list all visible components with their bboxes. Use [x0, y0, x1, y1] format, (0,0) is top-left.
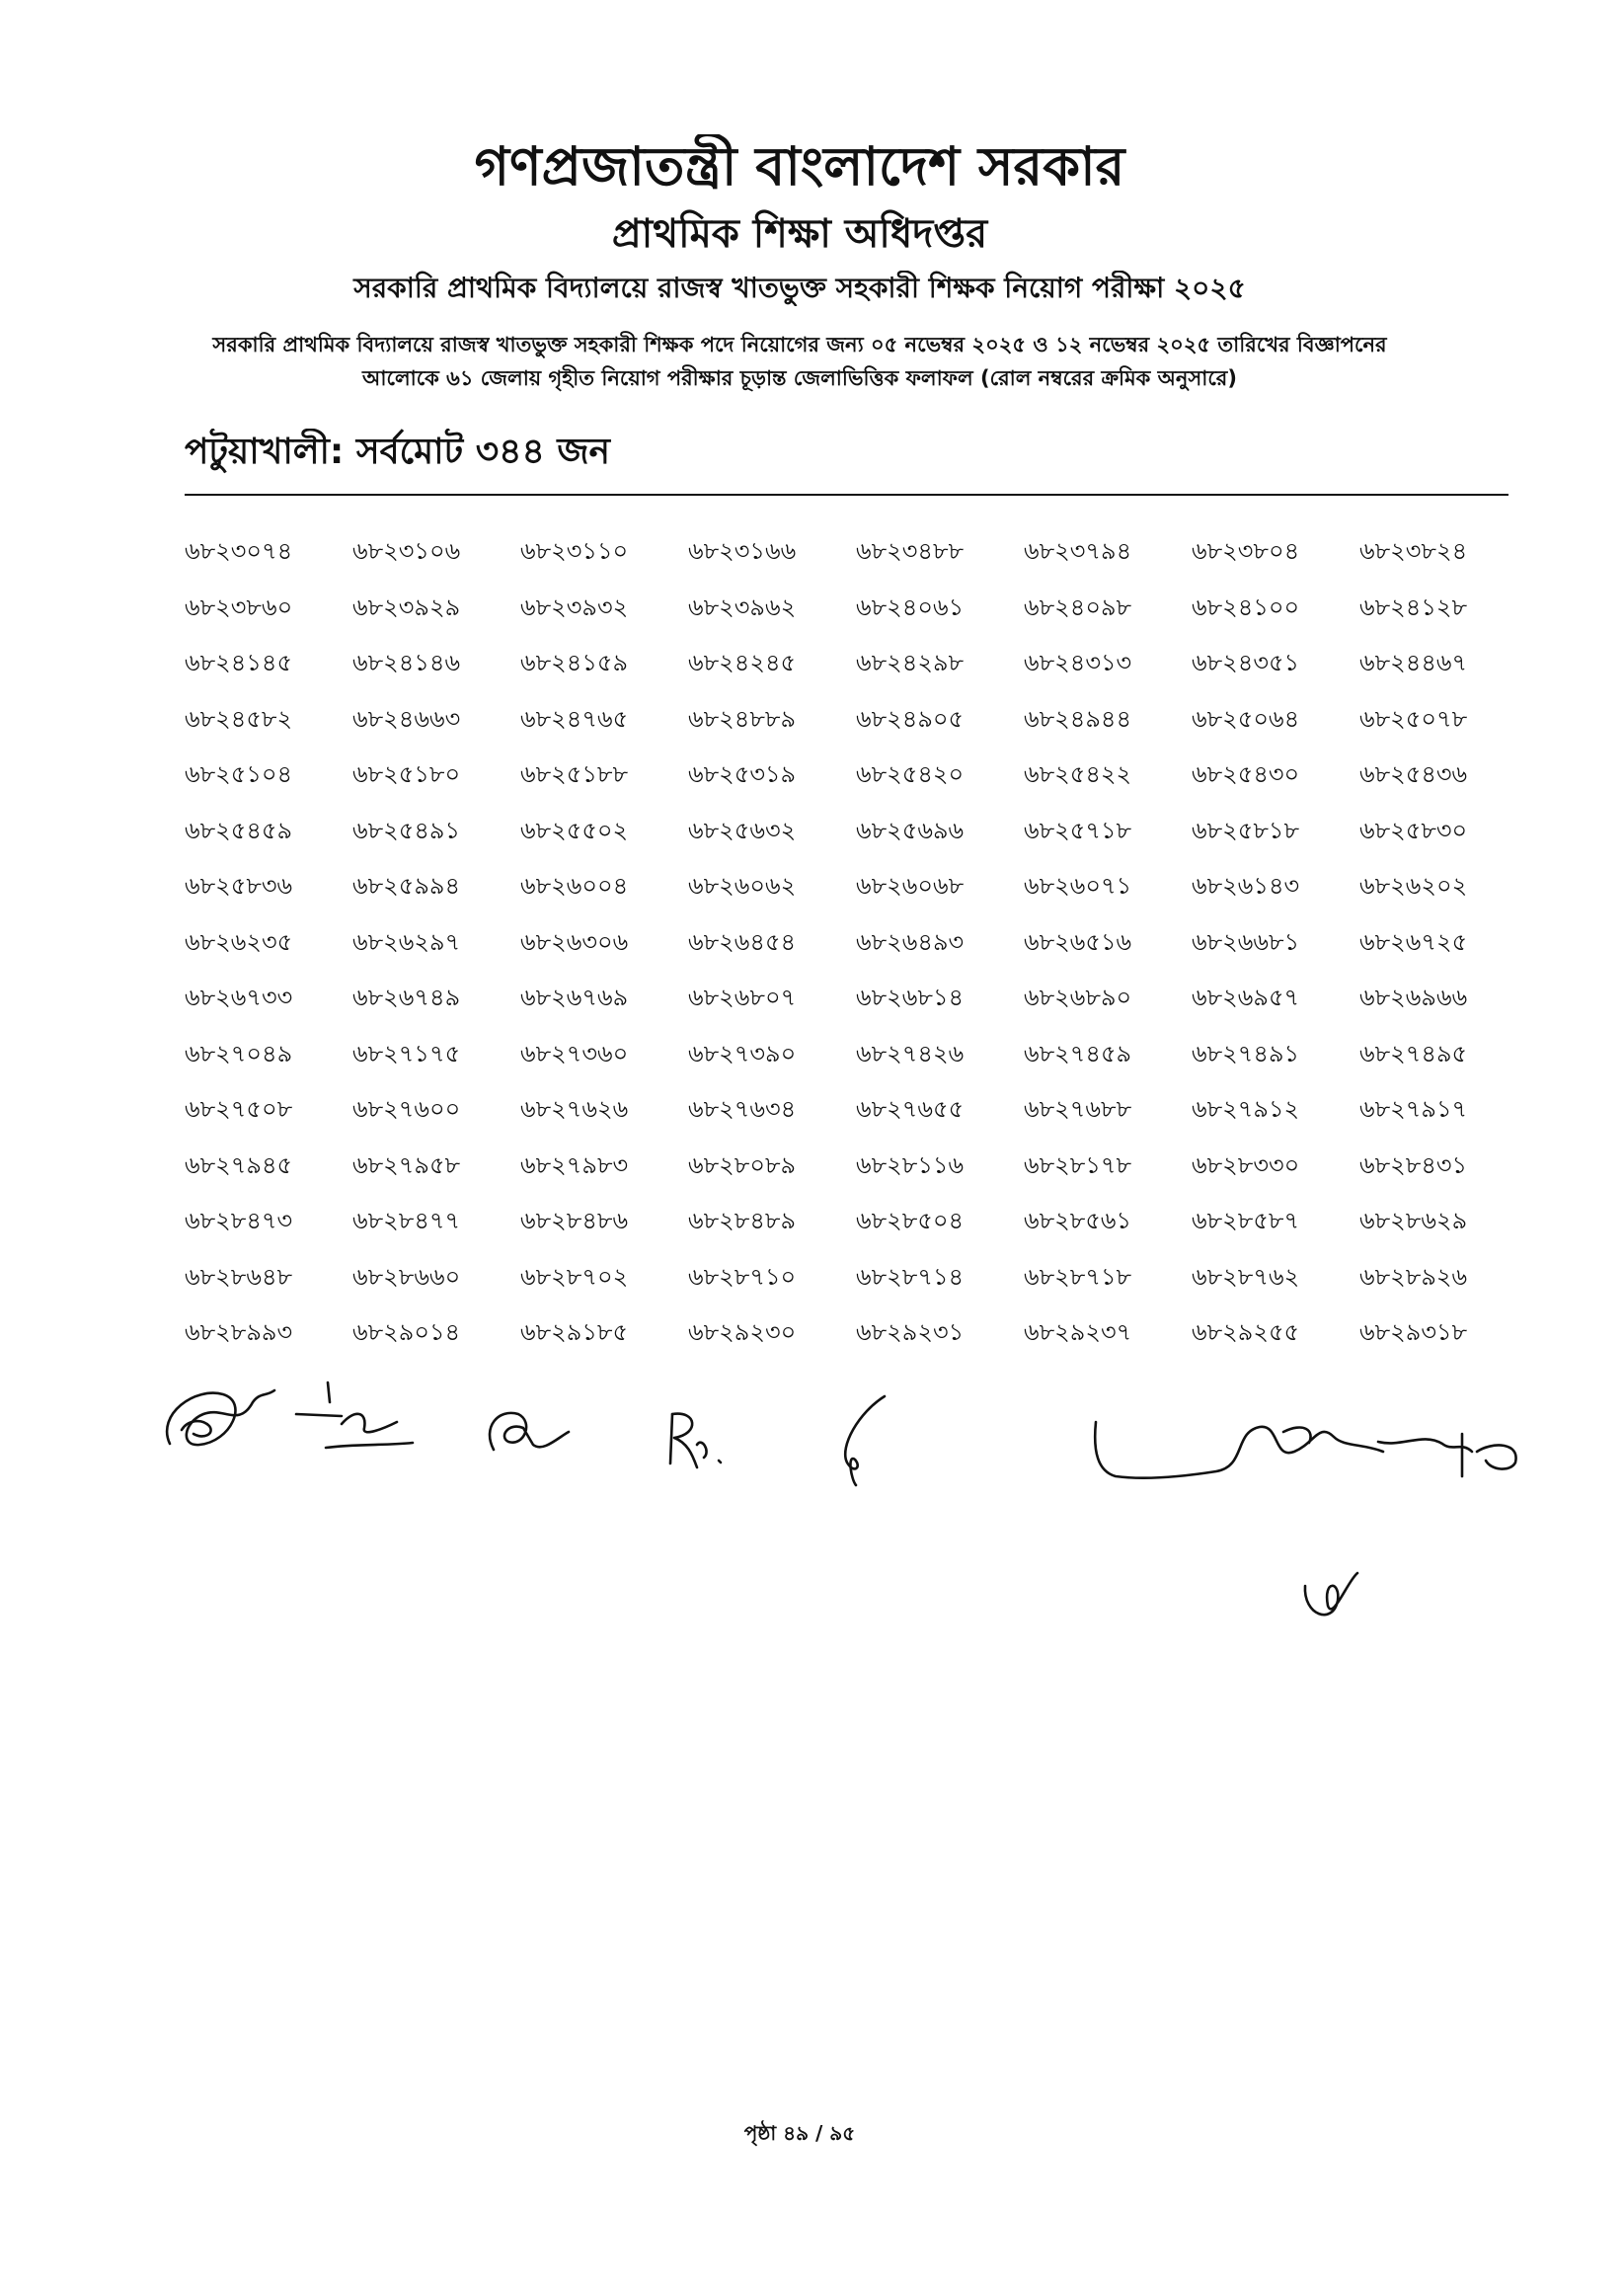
roll-number: ৬৮২৫৩১৯ [688, 760, 797, 789]
signature-6 [1095, 1422, 1515, 1478]
results-row [185, 970, 1527, 1026]
roll-number: ৬৮২৮১১৬ [856, 1150, 965, 1179]
department-title: প্রাথমিক শিক্ষা অধিদপ্তর [611, 211, 988, 257]
roll-number: ৬৮২৪১২৮ [1359, 592, 1468, 621]
roll-number: ৬৮২৭৫০৮ [185, 1095, 293, 1124]
roll-number: ৬৮২৮৪৮৯ [688, 1207, 797, 1235]
roll-number: ৬৮২৮০৮৯ [688, 1150, 797, 1179]
roll-number: ৬৮২৩১১০ [520, 537, 629, 566]
results-row [185, 1193, 1527, 1249]
roll-number: ৬৮২৯২৩১ [856, 1318, 965, 1347]
roll-number: ৬৮২৫১৮৮ [520, 760, 629, 789]
roll-number: ৬৮২৪০৬১ [856, 592, 965, 621]
roll-number: ৬৮২৬০৬২ [688, 872, 797, 901]
roll-number: ৬৮২৪৬৬৩ [352, 704, 461, 733]
roll-number: ৬৮২৬৭৩৩ [185, 984, 293, 1012]
results-row [185, 1026, 1527, 1082]
roll-number: ৬৮২৫৪২২ [1024, 760, 1132, 789]
roll-number: ৬৮২৭৯৫৮ [352, 1150, 461, 1179]
signature-1 [167, 1390, 274, 1445]
roll-number: ৬৮২৭৪৯১ [1192, 1039, 1300, 1067]
roll-number: ৬৮২৩৪৮৮ [856, 537, 965, 566]
roll-number: ৬৮২৪২৪৫ [688, 649, 797, 677]
roll-number: ৬৮২৩৭৯৪ [1024, 537, 1132, 566]
roll-number: ৬৮২৭১৭৫ [352, 1039, 461, 1067]
roll-number: ৬৮২৮৫০৪ [856, 1207, 965, 1235]
roll-number: ৬৮২৭৪৯৫ [1359, 1039, 1468, 1067]
roll-number: ৬৮২৬৩০৬ [520, 927, 629, 956]
roll-number: ৬৮২৮৫৮৭ [1192, 1207, 1300, 1235]
results-row [185, 1138, 1527, 1194]
results-row [185, 747, 1527, 803]
roll-number: ৬৮২৪১৫৯ [520, 649, 629, 677]
roll-number: ৬৮২৯২৩৭ [1024, 1318, 1132, 1347]
results-row [185, 635, 1527, 691]
roll-number: ৬৮২৪৫৮২ [185, 704, 293, 733]
roll-number: ৬৮২৫৬৩২ [688, 816, 797, 844]
roll-number: ৬৮২৪৩১৩ [1024, 649, 1132, 677]
page-number: পৃষ্ঠা ৪৯ / ৯৫ [743, 2121, 856, 2145]
signature-5 [845, 1396, 885, 1485]
roll-number: ৬৮২৭৪২৬ [856, 1039, 965, 1067]
roll-number: ৬৮২৩৮০৪ [1192, 537, 1300, 566]
roll-number: ৬৮২৮৭৬২ [1192, 1262, 1300, 1291]
roll-number: ৬৮২৬৮০৭ [688, 984, 797, 1012]
roll-number: ৬৮২৫৪৩০ [1192, 760, 1300, 789]
roll-number: ৬৮২৫১৮০ [352, 760, 461, 789]
signature-2 [296, 1382, 413, 1448]
roll-number: ৬৮২৬৬৮১ [1192, 927, 1300, 956]
roll-number: ৬৮২৬০০৪ [520, 872, 629, 901]
roll-number: ৬৮২৫০৬৪ [1192, 704, 1300, 733]
roll-number: ৬৮২৫০৭৮ [1359, 704, 1468, 733]
roll-number: ৬৮২৫৮৩৬ [185, 872, 293, 901]
roll-number: ৬৮২৩১৬৬ [688, 537, 797, 566]
roll-number: ৬৮২৬৪৫৪ [688, 927, 797, 956]
roll-number: ৬৮২৬৭৪৯ [352, 984, 461, 1012]
results-row [185, 914, 1527, 971]
roll-number: ৬৮২৪৪৬৭ [1359, 649, 1468, 677]
roll-number: ৬৮২৮৩৩০ [1192, 1150, 1300, 1179]
roll-number: ৬৮২৬৭২৫ [1359, 927, 1468, 956]
roll-number: ৬৮২৪৯৪৪ [1024, 704, 1132, 733]
roll-number: ৬৮২৬০৬৮ [856, 872, 965, 901]
roll-number: ৬৮২৭৬৮৮ [1024, 1095, 1132, 1124]
signature-3 [490, 1413, 569, 1450]
roll-number: ৬৮২৮৯৯৩ [185, 1318, 293, 1347]
signature-7 [1305, 1573, 1357, 1615]
roll-number: ৬৮২৪১০০ [1192, 592, 1300, 621]
notice-line: সরকারি প্রাথমিক বিদ্যালয়ে রাজস্ব খাতভুক্ত সহকারী শিক্ষক পদে নিয়োগের জন্য ০৫ নভেম্বর ২০২৫ ও ১২ নভেম্বর ২০২৫ তারিখের বিজ্ঞাপনের [212, 333, 1387, 356]
results-row [185, 580, 1527, 636]
roll-number: ৬৮২৯০১৪ [352, 1318, 461, 1347]
roll-number: ৬৮২৪১৪৬ [352, 649, 461, 677]
roll-number: ৬৮২৭৬৫৫ [856, 1095, 965, 1124]
roll-number: ৬৮২৯১৮৫ [520, 1318, 629, 1347]
roll-number: ৬৮২৬১৪৩ [1192, 872, 1300, 901]
roll-number: ৬৮২৫৯৯৪ [352, 872, 461, 901]
roll-number: ৬৮২৭৩৯০ [688, 1039, 797, 1067]
roll-number: ৬৮২৬৫১৬ [1024, 927, 1132, 956]
government-title: গণপ্রজাতন্ত্রী বাংলাদেশ সরকার [474, 135, 1125, 198]
results-row [185, 523, 1527, 580]
roll-number: ৬৮২৫৭১৮ [1024, 816, 1132, 844]
roll-number: ৬৮২৮৯২৬ [1359, 1262, 1468, 1291]
roll-number: ৬৮২৩০৭৪ [185, 537, 293, 566]
roll-number: ৬৮২৫৪৯১ [352, 816, 461, 844]
roll-number: ৬৮২৫৪৫৯ [185, 816, 293, 844]
roll-number: ৬৮২৬২৯৭ [352, 927, 461, 956]
roll-number: ৬৮২৮৪৭৭ [352, 1207, 461, 1235]
roll-number: ৬৮২৪২৯৮ [856, 649, 965, 677]
roll-number: ৬৮২৮৪৩১ [1359, 1150, 1468, 1179]
roll-number: ৬৮২৬৮১৪ [856, 984, 965, 1012]
district-heading: পটুয়াখালী: সর্বমোট ৩৪৪ জন [185, 432, 611, 472]
roll-number: ৬৮২৬৪৯৩ [856, 927, 965, 956]
roll-number: ৬৮২৮১৭৮ [1024, 1150, 1132, 1179]
roll-number: ৬৮২৩১০৬ [352, 537, 461, 566]
roll-number: ৬৮২৮৭১৪ [856, 1262, 965, 1291]
roll-number: ৬৮২৯৩১৮ [1359, 1318, 1468, 1347]
roll-number: ৬৮২৬৭৬৯ [520, 984, 629, 1012]
roll-number: ৬৮২৭৯১৭ [1359, 1095, 1468, 1124]
results-row [185, 1249, 1527, 1305]
roll-number: ৬৮২৩৯৩২ [520, 592, 629, 621]
roll-number: ৬৮২৫৮৩০ [1359, 816, 1468, 844]
roll-number: ৬৮২৭৬০০ [352, 1095, 461, 1124]
roll-number: ৬৮২৩৮২৪ [1359, 537, 1468, 566]
roll-number: ৬৮২৬৯৬৬ [1359, 984, 1468, 1012]
roll-number: ৬৮২৭৯৮৩ [520, 1150, 629, 1179]
roll-number: ৬৮২৭৬৩৪ [688, 1095, 797, 1124]
signature-4 [670, 1414, 721, 1467]
roll-number: ৬৮২৭৯৪৫ [185, 1150, 293, 1179]
roll-number: ৬৮২৩৯৬২ [688, 592, 797, 621]
roll-number: ৬৮২৮৪৭৩ [185, 1207, 293, 1235]
roll-number: ৬৮২৮৬২৯ [1359, 1207, 1468, 1235]
roll-number: ৬৮২৮৬৬০ [352, 1262, 461, 1291]
roll-number: ৬৮২৪৮৮৯ [688, 704, 797, 733]
roll-number: ৬৮২৮৬৪৮ [185, 1262, 293, 1291]
roll-number: ৬৮২৮৭১০ [688, 1262, 797, 1291]
roll-number: ৬৮২৮৭০২ [520, 1262, 629, 1291]
roll-number: ৬৮২৪৩৫১ [1192, 649, 1300, 677]
roll-number: ৬৮২৬২৩৫ [185, 927, 293, 956]
roll-number: ৬৮২৭০৪৯ [185, 1039, 293, 1067]
exam-title: সরকারি প্রাথমিক বিদ্যালয়ে রাজস্ব খাতভুক্ত সহকারী শিক্ষক নিয়োগ পরীক্ষা ২০২৫ [353, 272, 1246, 304]
results-row [185, 1304, 1527, 1361]
roll-number: ৬৮২৭৪৫৯ [1024, 1039, 1132, 1067]
roll-number: ৬৮২৫৪৩৬ [1359, 760, 1468, 789]
roll-number: ৬৮২৬৮৯০ [1024, 984, 1132, 1012]
roll-number: ৬৮২৮৪৮৬ [520, 1207, 629, 1235]
results-row [185, 858, 1527, 914]
roll-number: ৬৮২৩৮৬০ [185, 592, 293, 621]
roll-number: ৬৮২৭৬২৬ [520, 1095, 629, 1124]
results-row [185, 691, 1527, 748]
notice-line: আলোকে ৬১ জেলায় গৃহীত নিয়োগ পরীক্ষার চূড়ান্ত জেলাভিত্তিক ফলাফল (রোল নম্বরের ক্রমিক অনুসারে) [362, 366, 1237, 390]
roll-number: ৬৮২৪৭৬৫ [520, 704, 629, 733]
roll-number: ৬৮২৫৬৯৬ [856, 816, 965, 844]
results-grid [185, 523, 1527, 1361]
roll-number: ৬৮২৬২০২ [1359, 872, 1468, 901]
roll-number: ৬৮২৫৫০২ [520, 816, 629, 844]
results-row [185, 803, 1527, 859]
roll-number: ৬৮২৬০৭১ [1024, 872, 1132, 901]
roll-number: ৬৮২৮৭১৮ [1024, 1262, 1132, 1291]
roll-number: ৬৮২৩৯২৯ [352, 592, 461, 621]
heading-divider [185, 494, 1508, 496]
roll-number: ৬৮২৫১০৪ [185, 760, 293, 789]
roll-number: ৬৮২৬৯৫৭ [1192, 984, 1300, 1012]
roll-number: ৬৮২৫৪২০ [856, 760, 965, 789]
roll-number: ৬৮২৪০৯৮ [1024, 592, 1132, 621]
roll-number: ৬৮২৯২৩০ [688, 1318, 797, 1347]
results-row [185, 1081, 1527, 1138]
roll-number: ৬৮২৮৫৬১ [1024, 1207, 1132, 1235]
roll-number: ৬৮২৫৮১৮ [1192, 816, 1300, 844]
roll-number: ৬৮২৪৯০৫ [856, 704, 965, 733]
roll-number: ৬৮২৭৯১২ [1192, 1095, 1300, 1124]
roll-number: ৬৮২৭৩৬০ [520, 1039, 629, 1067]
roll-number: ৬৮২৯২৫৫ [1192, 1318, 1300, 1347]
roll-number: ৬৮২৪১৪৫ [185, 649, 293, 677]
